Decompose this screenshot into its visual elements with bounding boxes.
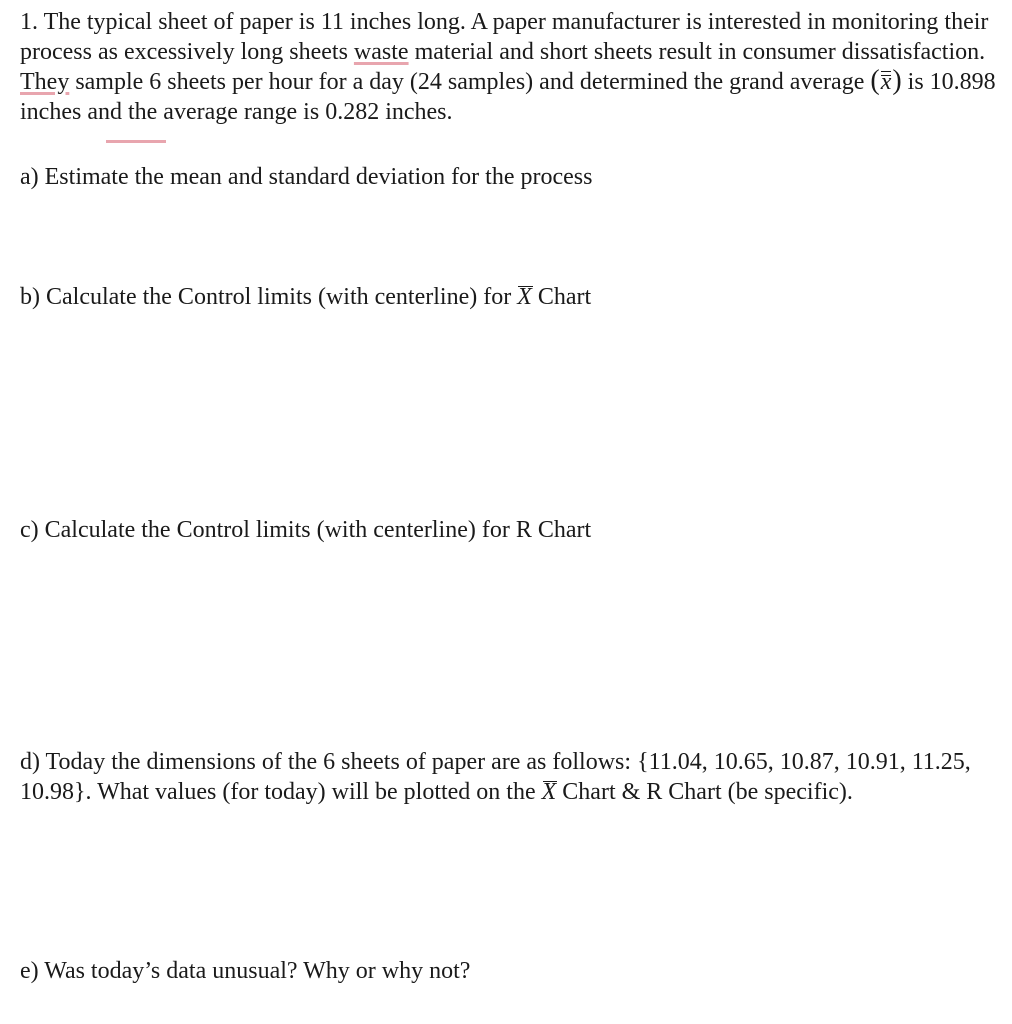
question-d [20, 748, 1000, 807]
spellcheck-word-waste: waste [353, 38, 409, 65]
spellcheck-underline-mark [106, 140, 166, 143]
question-b-text-before: b) Calculate the Control limits (with centerline) for [20, 284, 518, 310]
question-a: a) Estimate the mean and standard deviation for the process [20, 164, 593, 190]
spellcheck-word-they: They [20, 69, 70, 95]
grand-average-symbol: x [880, 68, 893, 98]
xbar-symbol: X [542, 778, 557, 808]
question-d-text-after: Chart & R Chart (be specific). [556, 778, 853, 805]
question-b [20, 283, 1000, 313]
problem-intro-part2: material and short sheets result in consumer dissatisfaction. [408, 38, 986, 65]
question-d-text-before: d) Today the dimensions of the 6 sheets of paper are as follows: {11.04, 10.65, 10.87, 10.91, 11.25, 10.98}. What values (for today) will be plotted on the [20, 749, 971, 805]
problem-statement [20, 8, 1000, 127]
problem-intro-part4: is 10.898 inches and the average range is 0.282 inches. [20, 69, 996, 125]
question-b-text-after: Chart [531, 284, 592, 310]
question-c: c) Calculate the Control limits (with centerline) for R Chart [20, 517, 592, 543]
problem-intro-part1: 1. The typical sheet of paper is 11 inches long. A paper manufacturer is interested in monitoring their process as excessively long sheets [20, 9, 989, 65]
open-paren: ( [870, 65, 880, 96]
xbar-symbol: X [517, 283, 532, 313]
question-e: e) Was today’s data unusual? Why or why not? [20, 958, 471, 984]
close-paren: ) [892, 65, 902, 96]
problem-intro-part3: sample 6 sheets per hour for a day (24 samples) and determined the grand average [69, 69, 871, 95]
